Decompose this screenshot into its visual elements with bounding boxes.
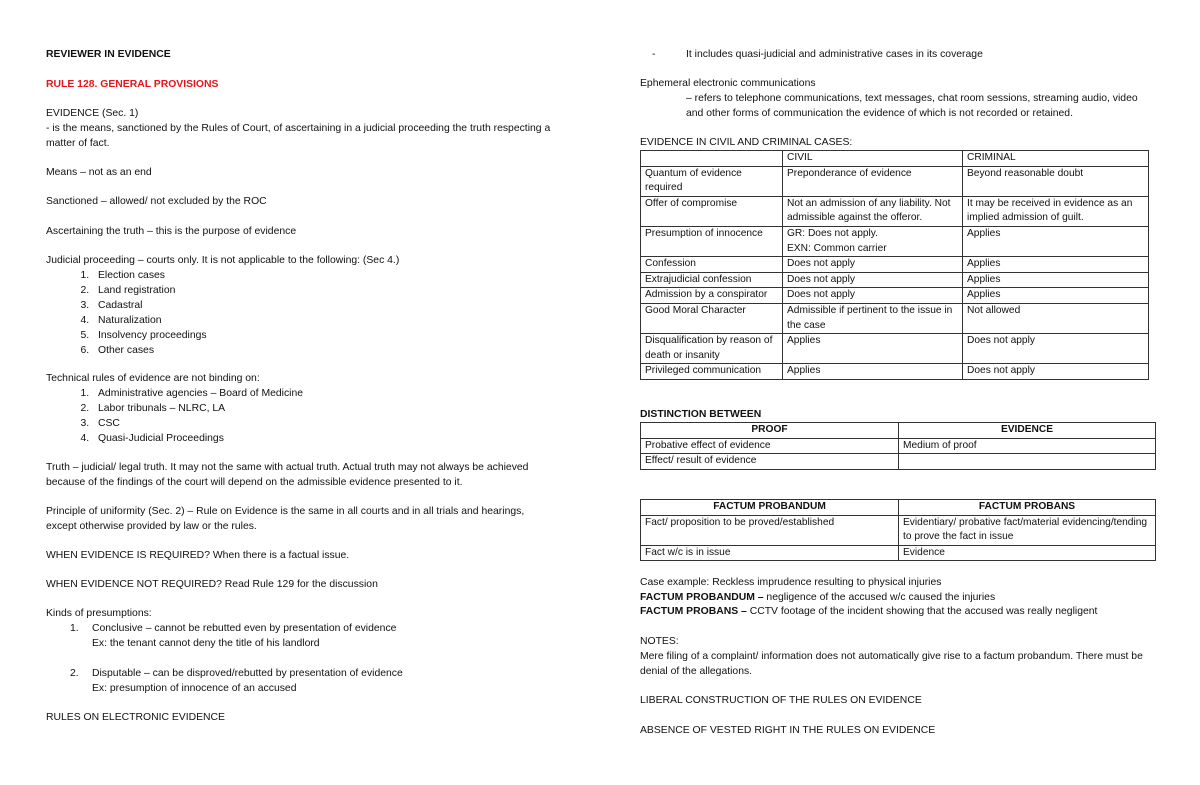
judicial-item: 5. Insolvency proceedings [92, 328, 207, 343]
technical-item: 3. CSC [92, 416, 303, 431]
table-cell: Medium of proof [899, 438, 1156, 454]
table-row [641, 364, 1149, 380]
technical-text: Technical rules of evidence are not binding on: [46, 373, 260, 384]
table-cell: Fact/ proposition to be proved/established [641, 515, 899, 545]
column-header: CRIMINAL [963, 151, 1149, 167]
disputable-example: Ex: presumption of innocence of an accused [92, 683, 297, 694]
table-cell: Presumption of innocence [641, 226, 783, 256]
table-cell: Not an admission of any liability. Not admissible against the offeror. [783, 196, 963, 226]
table-row [641, 288, 1149, 304]
table-row [641, 515, 1156, 545]
table-cell: Applies [963, 226, 1149, 256]
table-cell: Preponderance of evidence [783, 166, 963, 196]
ephemeral-heading: Ephemeral electronic communications [640, 78, 816, 89]
list-number: 1. [70, 623, 79, 634]
table-cell: Offer of compromise [641, 196, 783, 226]
table-header-row [641, 151, 1149, 167]
table-row [641, 334, 1149, 364]
table-cell: Evidence [899, 545, 1156, 561]
factum-probans-line [640, 604, 1097, 619]
list-number: 2. [70, 668, 79, 679]
table-cell: GR: Does not apply. EXN: Common carrier [783, 226, 963, 256]
column-header: PROOF [641, 423, 899, 439]
factum-probandum-line [640, 590, 995, 605]
proof-evidence-table [640, 422, 1156, 470]
table-cell [899, 454, 1156, 470]
right-page [640, 0, 1156, 785]
probandum-text: negligence of the accused w/c caused the injuries [763, 592, 996, 603]
document-title: REVIEWER IN EVIDENCE [46, 49, 171, 60]
when-not-required-text: WHEN EVIDENCE NOT REQUIRED? Read Rule 129 for the discussion [46, 579, 378, 590]
column-header: FACTUM PROBANDUM [641, 500, 899, 516]
table-row [641, 454, 1156, 470]
table-cell: Applies [783, 364, 963, 380]
ascertaining-text: Ascertaining the truth – this is the purpose of evidence [46, 226, 297, 237]
table-cell: Evidentiary/ probative fact/material evidencing/tending to prove the fact in issue [899, 515, 1156, 545]
column-header [641, 151, 783, 167]
factum-table [640, 499, 1156, 561]
case-example: Case example: Reckless imprudence resulting to physical injuries [640, 577, 942, 588]
probans-text: CCTV footage of the incident showing that the accused was really negligent [746, 606, 1098, 617]
table-cell: Fact w/c is in issue [641, 545, 899, 561]
left-page [46, 0, 566, 785]
column-header: CIVIL [783, 151, 963, 167]
table-cell: Admission by a conspirator [641, 288, 783, 304]
technical-item: 4. Quasi-Judicial Proceedings [92, 431, 303, 446]
electronic-heading: RULES ON ELECTRONIC EVIDENCE [46, 712, 225, 723]
uniformity-text: Principle of uniformity (Sec. 2) – Rule on Evidence is the same in all courts and in all trials and hearings, except otherwise provided by law or the rules. [46, 506, 525, 532]
notes-heading: NOTES: [640, 636, 679, 647]
table-row [641, 303, 1149, 333]
conclusive-example: Ex: the tenant cannot deny the title of his landlord [92, 638, 320, 649]
column-header: FACTUM PROBANS [899, 500, 1156, 516]
probans-label: FACTUM PROBANS – [640, 606, 747, 617]
presumption-item [46, 621, 566, 651]
table-cell: Does not apply [963, 334, 1149, 364]
table-cell: Admissible if pertinent to the issue in the case [783, 303, 963, 333]
table-row [641, 196, 1149, 226]
distinction-heading: DISTINCTION BETWEEN [640, 409, 762, 420]
civil-criminal-table [640, 150, 1149, 380]
presumption-list [46, 621, 566, 696]
judicial-item: 2. Land registration [92, 283, 207, 298]
ephemeral-definition: – refers to telephone communications, text messages, chat room sessions, streaming audio, video and other forms of communication the evidence of which is not recorded or retained. [686, 93, 1138, 119]
table-cell: It may be received in evidence as an implied admission of guilt. [963, 196, 1149, 226]
technical-item: 1. Administrative agencies – Board of Medicine [92, 386, 303, 401]
table-cell: Beyond reasonable doubt [963, 166, 1149, 196]
table-header-row [641, 500, 1156, 516]
presumption-item [46, 666, 566, 696]
liberal-heading: LIBERAL CONSTRUCTION OF THE RULES ON EVIDENCE [640, 695, 922, 706]
table-cell: Applies [963, 257, 1149, 273]
table-cell: Effect/ result of evidence [641, 454, 899, 470]
table-cell: Quantum of evidence required [641, 166, 783, 196]
sanctioned-text: Sanctioned – allowed/ not excluded by the ROC [46, 196, 267, 207]
table-cell: Good Moral Character [641, 303, 783, 333]
technical-list [46, 386, 303, 446]
column-header: EVIDENCE [899, 423, 1156, 439]
table-row [641, 545, 1156, 561]
when-required-text: WHEN EVIDENCE IS REQUIRED? When there is a factual issue. [46, 550, 350, 561]
table-row [641, 438, 1156, 454]
absence-heading: ABSENCE OF VESTED RIGHT IN THE RULES ON EVIDENCE [640, 725, 936, 736]
judicial-list [46, 268, 207, 358]
table-cell: Confession [641, 257, 783, 273]
table-cell: Extrajudicial confession [641, 272, 783, 288]
judicial-item: 1. Election cases [92, 268, 207, 283]
judicial-item: 6. Other cases [92, 343, 207, 358]
means-text: Means – not as an end [46, 167, 152, 178]
dash-text: It includes quasi-judicial and administrative cases in its coverage [686, 49, 983, 60]
disputable-text: Disputable – can be disproved/rebutted by presentation of evidence [92, 668, 403, 679]
table-cell: Probative effect of evidence [641, 438, 899, 454]
table-cell: Applies [783, 334, 963, 364]
dash-bullet [640, 47, 983, 62]
table-row [641, 272, 1149, 288]
table-cell: Does not apply [783, 257, 963, 273]
truth-text: Truth – judicial/ legal truth. It may not the same with actual truth. Actual truth may not always be achieved because of the findings of the court will depend on the admissible evidence presented to it. [46, 462, 529, 488]
probandum-label: FACTUM PROBANDUM – [640, 592, 764, 603]
conclusive-text: Conclusive – cannot be rebutted even by presentation of evidence [92, 623, 397, 634]
judicial-text: Judicial proceeding – courts only. It is not applicable to the following: (Sec 4.) [46, 255, 400, 266]
table-row [641, 166, 1149, 196]
table-cell: Does not apply [783, 288, 963, 304]
table-cell: Disqualification by reason of death or insanity [641, 334, 783, 364]
technical-item: 2. Labor tribunals – NLRC, LA [92, 401, 303, 416]
rule-heading: RULE 128. GENERAL PROVISIONS [46, 79, 219, 90]
kinds-heading: Kinds of presumptions: [46, 608, 152, 619]
table-header-row [641, 423, 1156, 439]
judicial-item: 4. Naturalization [92, 313, 207, 328]
civil-criminal-heading: EVIDENCE IN CIVIL AND CRIMINAL CASES: [640, 137, 853, 148]
judicial-item: 3. Cadastral [92, 298, 207, 313]
table-cell: Not allowed [963, 303, 1149, 333]
table-cell: Applies [963, 272, 1149, 288]
dash-marker: - [652, 49, 656, 60]
evidence-heading: EVIDENCE (Sec. 1) [46, 108, 139, 119]
table-row [641, 257, 1149, 273]
table-cell: Privileged communication [641, 364, 783, 380]
table-cell: Does not apply [963, 364, 1149, 380]
evidence-definition: - is the means, sanctioned by the Rules of Court, of ascertaining in a judicial proceeding the truth respecting a matter of fact. [46, 123, 551, 149]
table-cell: Does not apply [783, 272, 963, 288]
table-cell: Applies [963, 288, 1149, 304]
table-row [641, 226, 1149, 256]
notes-text: Mere filing of a complaint/ information does not automatically give rise to a factum probandum. There must be denial of the allegations. [640, 651, 1143, 677]
